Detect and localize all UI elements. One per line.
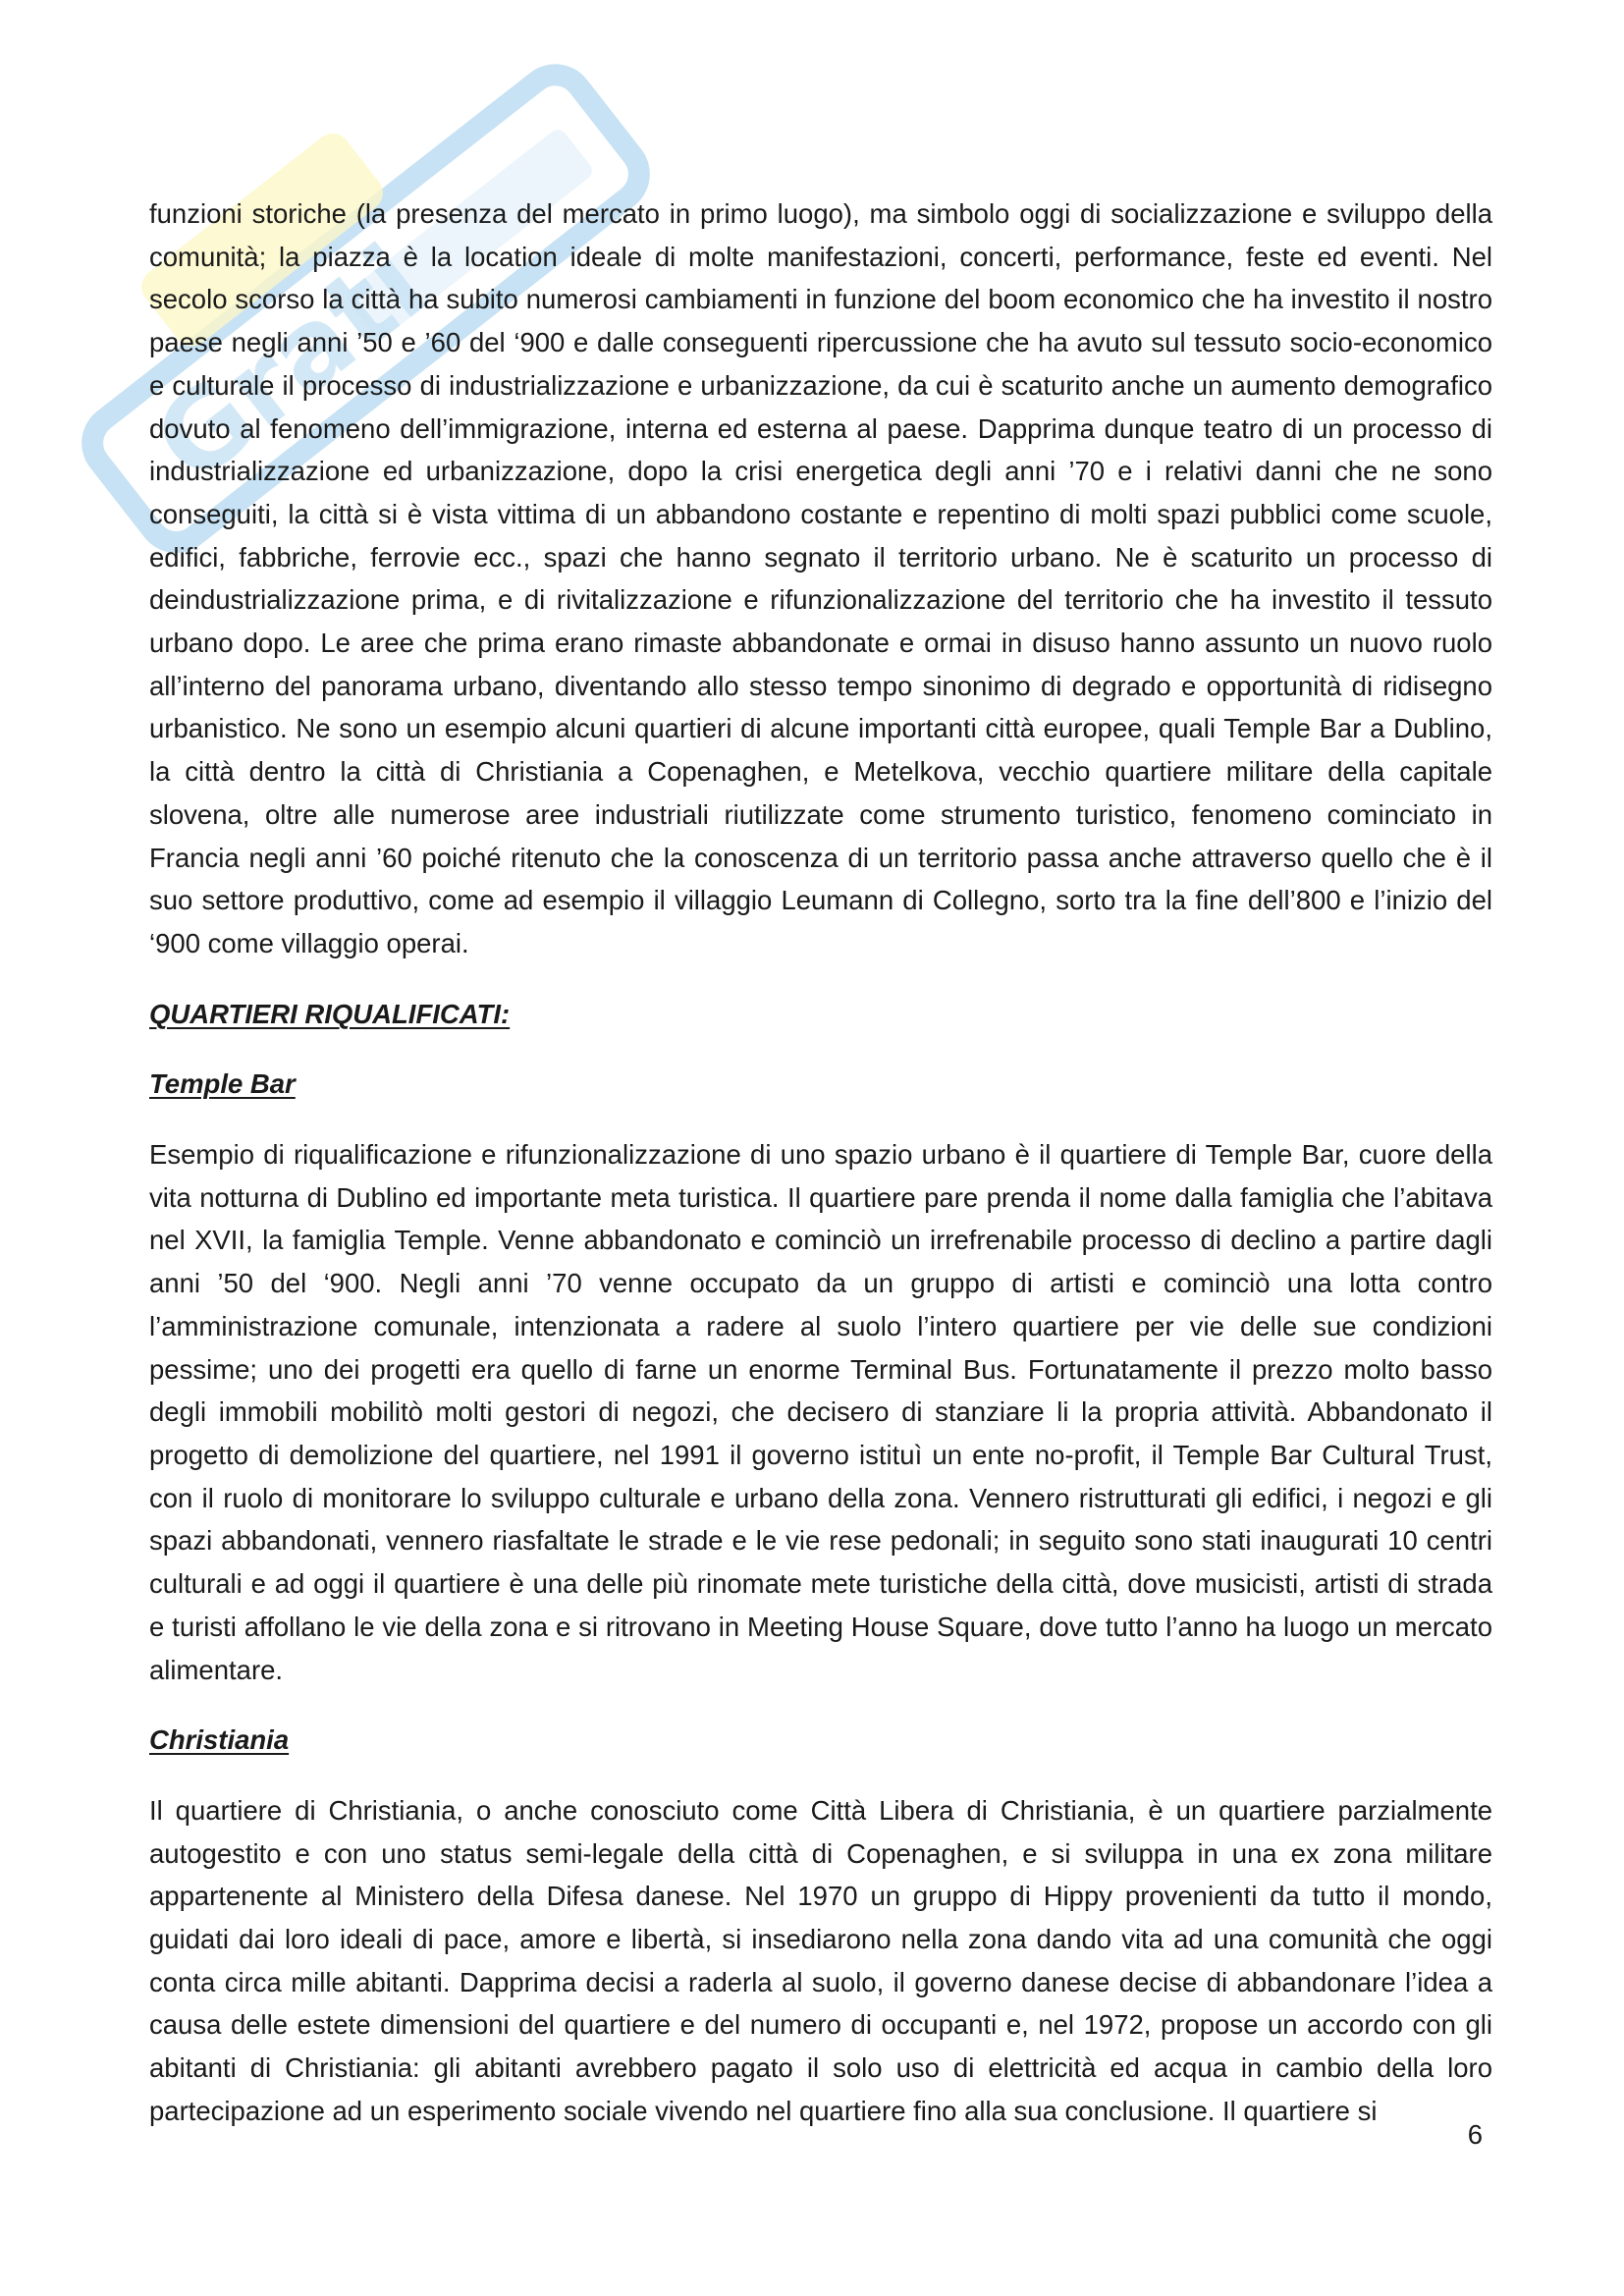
page-number: 6 [1467,2119,1483,2150]
temple-bar-paragraph: Esempio di riqualificazione e rifunzionalizzazione di uno spazio urbano è il quartiere di Temple Bar, cuore della vita notturna di Dublino ed importante meta turistica. Il quartiere pare prenda il nome dalla famiglia che l’abitava nel XVII, la famiglia Temple. Venne abbandonato e cominciò un irrefrenabile processo di declino a partire dagli anni ’50 del ‘900. Negli anni ’70 venne occupato da un gruppo di artisti e cominciò una lotta contro l’amministrazione comunale, intenzionata a radere al suolo l’intero quartiere per vie delle sue condizioni pessime; uno dei progetti era quello di farne un enorme Terminal Bus. Fortunatamente il prezzo molto basso degli immobili mobilitò molti gestori di negozi, che decisero di stanziare li la propria attività. Abbandonato il progetto di demolizione del quartiere, nel 1991 il governo istituì un ente no-profit, il Temple Bar Cultural Trust, con il ruolo di monitorare lo sviluppo culturale e urbano della zona. Vennero ristrutturati gli edifici, i negozi e gli spazi abbandonati, vennero riasfaltate le strade e le vie rese pedonali; in seguito sono stati inaugurati 10 centri culturali e ad oggi il quartiere è una delle più rinomate mete turistiche della città, dove musicisti, artisti di strada e turisti affollano le vie della zona e si ritrovano in Meeting House Square, dove tutto l’anno ha luogo un mercato alimentare. [149,1139,1492,1685]
temple-bar-heading: Temple Bar [149,1068,296,1100]
section-heading: QUARTIERI RIQUALIFICATI: [149,998,511,1029]
intro-paragraph: funzioni storiche (la presenza del mercato in primo luogo), ma simbolo oggi di socializzazione e sviluppo della comunità; la piazza è la location ideale di molte manifestazioni, concerti, performance, feste ed eventi. Nel secolo scorso la città ha subito numerosi cambiamenti in funzione del boom economico che ha investito il nostro paese negli anni ’50 e ’60 del ‘900 e dalle conseguenti ripercussione che ha avuto sul tessuto socio-economico e culturale il processo di industrializzazione e urbanizzazione, da cui è scaturito anche un aumento demografico dovuto al fenomeno dell’immigrazione, interna ed esterna al paese. Dapprima dunque teatro di un processo di industrializzazione ed urbanizzazione, dopo la crisi energetica degli anni ’70 e i relativi danni che ne sono conseguiti, la città si è vista vittima di un abbandono costante e repentino di molti spazi pubblici come scuole, edifici, fabbriche, ferrovie ecc., spazi che hanno segnato il territorio urbano. Ne è scaturito un processo di deindustrializzazione prima, e di rivitalizzazione e rifunzionalizzazione del territorio che ha investito il tessuto urbano dopo. Le aree che prima erano rimaste abbandonate e ormai in disuso hanno assunto un nuovo ruolo all’interno del panorama urbano, diventando allo stesso tempo sinonimo di degrado e opportunità di ridisegno urbanistico. Ne sono un esempio alcuni quartieri di alcune importanti città europee, quali Temple Bar a Dublino, la città dentro la città di Christiania a Copenaghen, e Metelkova, vecchio quartiere militare della capitale slovena, oltre alle numerose aree industriali riutilizzate come strumento turistico, fenomeno cominciato in Francia negli anni ’60 poiché ritenuto che la conoscenza di un territorio passa anche attraverso quello che è il suo settore produttivo, come ad esempio il villaggio Leumann di Collegno, sorto tra la fine dell’800 e l’inizio del ‘900 come villaggio operai. [149,198,1492,958]
christiania-paragraph: Il quartiere di Christiania, o anche conosciuto come Città Libera di Christiania, è un quartiere parzialmente autogestito e con uno status semi-legale della città di Copenaghen, e si sviluppa in una ex zona militare appartenente al Ministero della Difesa danese. Nel 1970 un gruppo di Hippy provenienti da tutto il mondo, guidati dai loro ideali di pace, amore e libertà, si insediarono nella zona dando vita ad una comunità che oggi conta circa mille abitanti. Dapprima decisi a raderla al suolo, il governo danese decise di abbandonare l’idea a causa delle estete dimensioni del quartiere e del numero di occupanti e, nel 1972, propose un accordo con gli abitanti di Christiania: gli abitanti avrebbero pagato il solo uso di elettricità ed acqua in cambio della loro partecipazione ad un esperimento sociale vivendo nel quartiere fino alla sua conclusione. Il quartiere si [149,1794,1492,2126]
svg-text:Grati: Grati [132,220,449,508]
document-body [149,192,1492,2133]
christiania-heading: Christiania [149,1724,290,1756]
